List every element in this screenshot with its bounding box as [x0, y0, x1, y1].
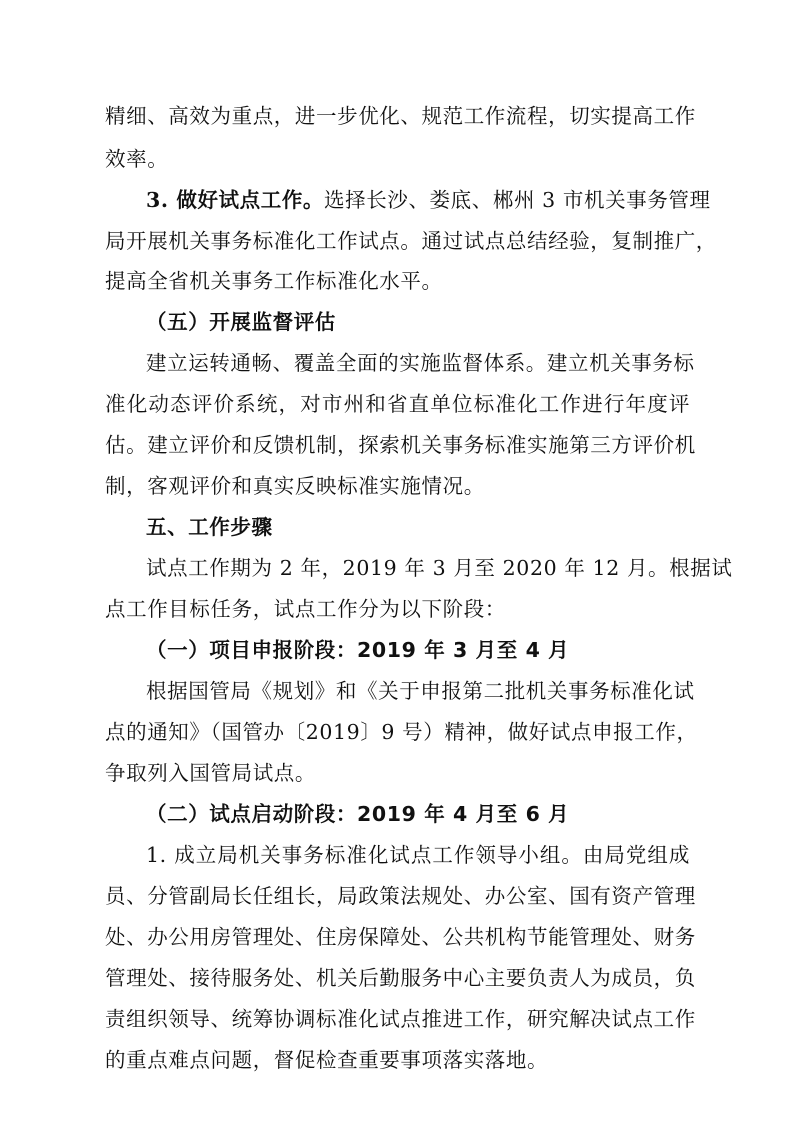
paragraph-line: 责组织领导、统筹协调标准化试点推进工作，研究解决试点工作	[105, 1007, 696, 1031]
item-text: 选择长沙、娄底、郴州 3 市机关事务管理	[324, 188, 711, 212]
item-title: 3. 做好试点工作。	[146, 188, 325, 212]
paragraph-line	[146, 185, 711, 215]
paragraph-line: 建立运转通畅、覆盖全面的实施监督体系。建立机关事务标	[146, 351, 695, 375]
paragraph-line: 效率。	[105, 147, 169, 171]
paragraph-line: 管理处、接待服务处、机关后勤服务中心主要负责人为成员，负	[105, 966, 696, 990]
paragraph-line: 局开展机关事务标准化工作试点。通过试点总结经验，复制推广，	[105, 229, 717, 253]
paragraph-line: 处、办公用房管理处、住房保障处、公共机构节能管理处、财务	[105, 925, 696, 949]
paragraph-line: 员、分管副局长任组长，局政策法规处、办公室、国有资产管理	[105, 884, 696, 908]
paragraph-line: 的重点难点问题，督促检查重要事项落实落地。	[105, 1048, 549, 1072]
paragraph-line: 提高全省机关事务工作标准化水平。	[105, 269, 443, 293]
paragraph-line: 点的通知》（国管办〔2019〕9 号）精神，做好试点申报工作，	[105, 720, 698, 744]
paragraph-line: 精细、高效为重点，进一步优化、规范工作流程，切实提高工作	[105, 104, 696, 128]
paragraph-line: 估。建立评价和反馈机制，探索机关事务标准实施第三方评价机	[105, 433, 696, 457]
section-heading: （五）开展监督评估	[146, 310, 336, 334]
paragraph-line: 点工作目标任务，试点工作分为以下阶段：	[105, 597, 506, 621]
section-heading: （二）试点启动阶段：2019 年 4 月至 6 月	[146, 802, 570, 826]
section-heading: （一）项目申报阶段：2019 年 3 月至 4 月	[146, 638, 570, 662]
chapter-heading: 五、工作步骤	[146, 515, 273, 539]
paragraph-line: 准化动态评价系统，对市州和省直单位标准化工作进行年度评	[105, 392, 690, 416]
paragraph-line: 争取列入国管局试点。	[105, 761, 316, 785]
paragraph-line: 根据国管局《规划》和《关于申报第二批机关事务标准化试	[146, 679, 695, 703]
paragraph-line: 1. 成立局机关事务标准化试点工作领导小组。由局党组成	[146, 843, 690, 867]
paragraph-line: 制，客观评价和真实反映标准实施情况。	[105, 474, 485, 498]
paragraph-line: 试点工作期为 2 年，2019 年 3 月至 2020 年 12 月。根据试	[146, 556, 733, 580]
